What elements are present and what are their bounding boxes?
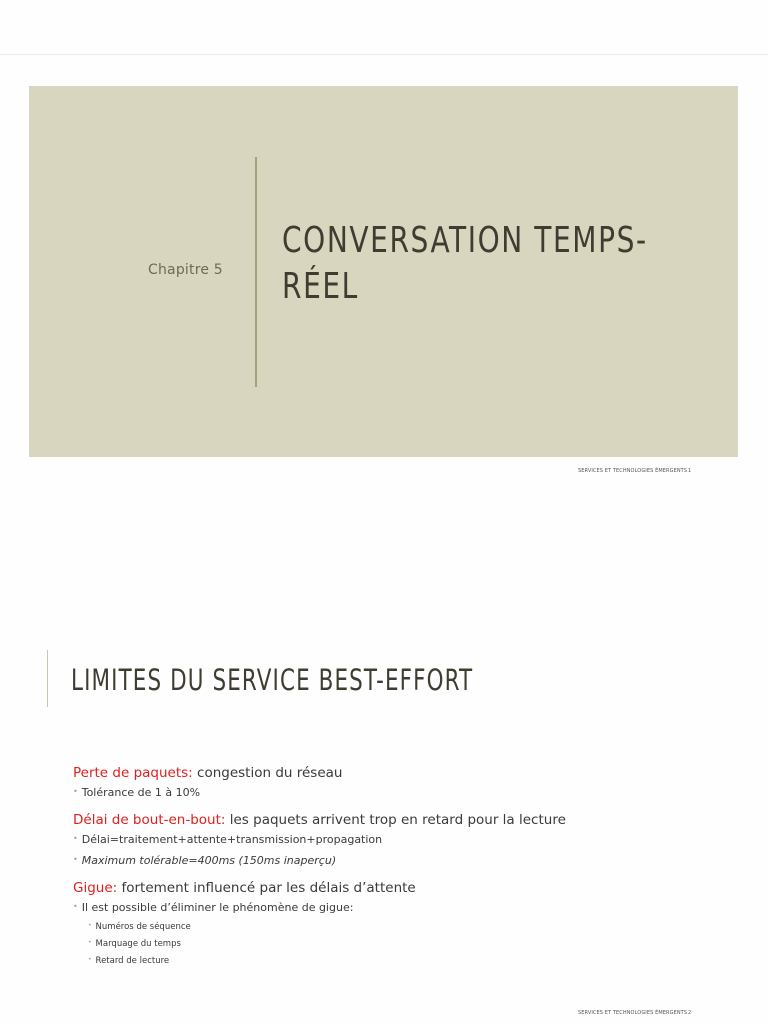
- slide2-page-number: 2: [688, 1010, 692, 1016]
- item-text: congestion du réseau: [192, 765, 343, 781]
- slide1-title: [282, 218, 648, 310]
- slide1-page-number: 1: [688, 468, 692, 474]
- sub-item: [73, 851, 733, 872]
- sub-item: [73, 830, 733, 851]
- term-label: Délai de bout-en-bout:: [73, 812, 226, 828]
- bullet-icon: •: [88, 939, 92, 946]
- sub-sub-item: [73, 936, 733, 953]
- chapter-subtitle: Chapitre 5: [148, 262, 223, 278]
- sub-sub-item: [73, 953, 733, 970]
- slide2-footer: SERVICES ET TECHNOLOGIES ÉMERGENTS: [578, 1010, 688, 1016]
- slide1-title-line1: CONVERSATION TEMPS-: [282, 220, 648, 261]
- title-accent-bar: [47, 650, 48, 707]
- term-label: Gigue:: [73, 880, 118, 896]
- sub-item-text: Il est possible d’éliminer le phénomène de gigue:: [81, 901, 354, 914]
- sub-sub-item-text: Numéros de séquence: [95, 922, 191, 932]
- sub-item-text-end: ): [331, 854, 337, 867]
- sub-item: [73, 783, 733, 804]
- item-text: fortement influencé par les délais d’attente: [117, 880, 416, 896]
- bullet-icon: •: [88, 956, 92, 963]
- slide2-title: LIMITES DU SERVICE BEST-EFFORT: [71, 663, 474, 697]
- sub-sub-item-text: Retard de lecture: [95, 956, 170, 966]
- slide1-footer: SERVICES ET TECHNOLOGIES ÉMERGENTS: [578, 468, 688, 474]
- item-packet-loss: [73, 763, 733, 783]
- sub-item-text: Délai=traitement+attente+transmission+propagation: [81, 833, 383, 846]
- sub-item: [73, 898, 733, 919]
- slide1-title-line2: RÉEL: [282, 266, 359, 307]
- item-end-to-end-delay: [73, 810, 733, 830]
- bullet-icon: •: [73, 787, 78, 796]
- item-text: les paquets arrivent trop en retard pour la lecture: [225, 812, 566, 828]
- item-jitter: [73, 878, 733, 898]
- sub-sub-item: [73, 919, 733, 936]
- slide2-body: [73, 763, 733, 970]
- sub-item-text: Tolérance de 1 à 10%: [81, 786, 201, 799]
- bullet-icon: •: [73, 834, 78, 843]
- title-divider: [255, 157, 257, 387]
- top-divider: [0, 54, 768, 55]
- sub-sub-item-text: Marquage du temps: [95, 939, 181, 949]
- sub-item-text: Maximum tolérable=400ms (: [81, 854, 243, 867]
- bullet-icon: •: [88, 922, 92, 929]
- term-label: Perte de paquets:: [73, 765, 193, 781]
- bullet-icon: •: [73, 855, 78, 864]
- bullet-icon: •: [73, 902, 78, 911]
- sub-item-emphasis: 150ms inaperçu: [242, 854, 332, 867]
